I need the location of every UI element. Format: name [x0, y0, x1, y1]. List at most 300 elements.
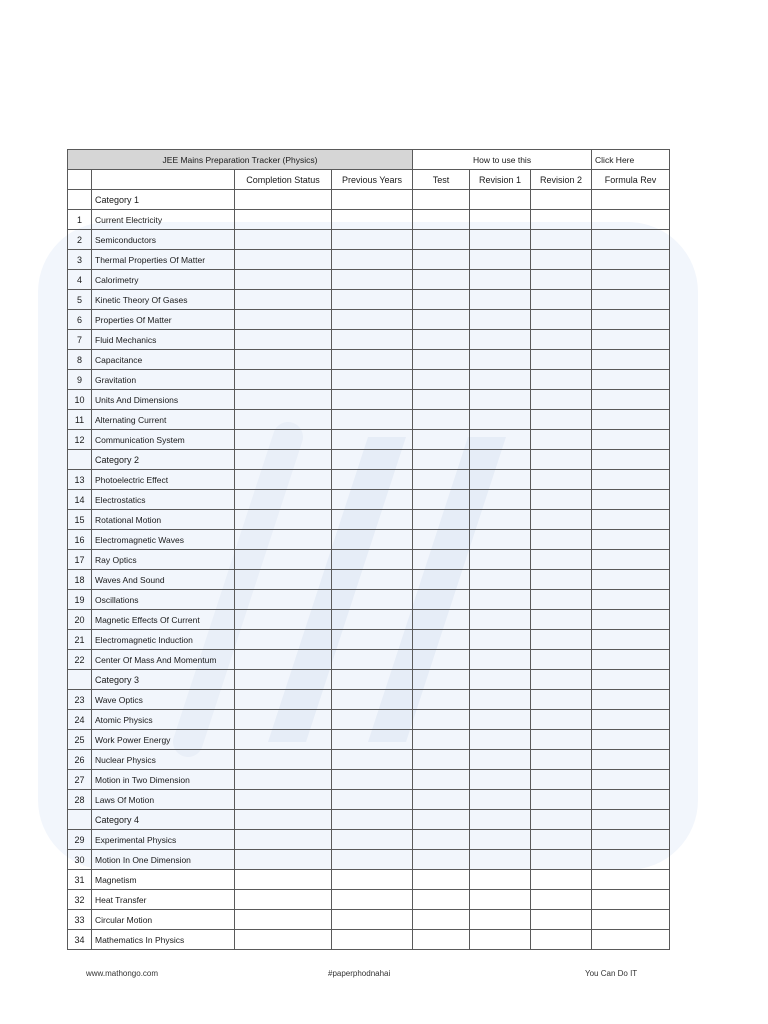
completion-status-cell[interactable] [235, 670, 332, 690]
previous-years-cell[interactable] [332, 470, 413, 490]
revision-1-cell[interactable] [470, 730, 531, 750]
revision-1-cell[interactable] [470, 450, 531, 470]
revision-1-cell[interactable] [470, 370, 531, 390]
revision-2-cell[interactable] [531, 730, 592, 750]
test-cell[interactable] [413, 730, 470, 750]
completion-status-cell[interactable] [235, 810, 332, 830]
topic-row [68, 430, 670, 450]
previous-years-cell[interactable] [332, 210, 413, 230]
previous-years-cell[interactable] [332, 430, 413, 450]
topic-row [68, 890, 670, 910]
completion-status-cell[interactable] [235, 770, 332, 790]
revision-1-cell[interactable] [470, 230, 531, 250]
row-number: 11 [68, 410, 92, 430]
category-label: Category 4 [92, 810, 235, 830]
revision-1-cell[interactable] [470, 710, 531, 730]
test-cell[interactable] [413, 570, 470, 590]
revision-1-cell[interactable] [470, 250, 531, 270]
test-cell[interactable] [413, 690, 470, 710]
completion-status-cell[interactable] [235, 690, 332, 710]
category-row [68, 190, 670, 210]
revision-1-cell[interactable] [470, 650, 531, 670]
formula-rev-cell[interactable] [592, 510, 670, 530]
test-cell[interactable] [413, 230, 470, 250]
completion-status-cell[interactable] [235, 610, 332, 630]
previous-years-cell[interactable] [332, 190, 413, 210]
previous-years-cell[interactable] [332, 490, 413, 510]
topic-label: Thermal Properties Of Matter [92, 250, 235, 270]
formula-rev-cell[interactable] [592, 690, 670, 710]
row-number: 3 [68, 250, 92, 270]
formula-rev-cell[interactable] [592, 850, 670, 870]
test-cell[interactable] [413, 250, 470, 270]
revision-1-cell[interactable] [470, 190, 531, 210]
completion-status-cell[interactable] [235, 310, 332, 330]
test-cell[interactable] [413, 210, 470, 230]
topic-label: Atomic Physics [92, 710, 235, 730]
preparation-tracker-table [67, 149, 670, 950]
completion-status-cell[interactable] [235, 390, 332, 410]
revision-1-cell[interactable] [470, 790, 531, 810]
previous-years-cell[interactable] [332, 730, 413, 750]
footer-website[interactable]: www.mathongo.com [86, 969, 159, 978]
revision-1-cell[interactable] [470, 670, 531, 690]
test-cell[interactable] [413, 550, 470, 570]
topic-label: Electromagnetic Waves [92, 530, 235, 550]
revision-2-cell[interactable] [531, 850, 592, 870]
revision-2-cell[interactable] [531, 290, 592, 310]
formula-rev-cell[interactable] [592, 930, 670, 950]
formula-rev-cell[interactable] [592, 250, 670, 270]
topic-row [68, 290, 670, 310]
revision-1-cell[interactable] [470, 530, 531, 550]
how-to-use-link[interactable]: How to use this [413, 150, 592, 170]
row-number: 21 [68, 630, 92, 650]
revision-2-cell[interactable] [531, 650, 592, 670]
revision-2-cell[interactable] [531, 770, 592, 790]
revision-2-cell[interactable] [531, 370, 592, 390]
blank-header-cell [92, 170, 235, 190]
formula-rev-cell[interactable] [592, 870, 670, 890]
completion-status-cell[interactable] [235, 570, 332, 590]
previous-years-cell[interactable] [332, 370, 413, 390]
formula-rev-cell[interactable] [592, 310, 670, 330]
test-cell[interactable] [413, 790, 470, 810]
completion-status-cell[interactable] [235, 750, 332, 770]
formula-rev-cell[interactable] [592, 330, 670, 350]
formula-rev-cell[interactable] [592, 190, 670, 210]
revision-2-cell[interactable] [531, 270, 592, 290]
topic-row [68, 930, 670, 950]
revision-1-cell[interactable] [470, 490, 531, 510]
tracker-body [68, 190, 670, 950]
revision-2-cell[interactable] [531, 470, 592, 490]
previous-years-cell[interactable] [332, 650, 413, 670]
row-number [68, 670, 92, 690]
formula-rev-cell[interactable] [592, 570, 670, 590]
revision-1-cell[interactable] [470, 470, 531, 490]
category-row [68, 670, 670, 690]
previous-years-cell[interactable] [332, 930, 413, 950]
topic-label: Circular Motion [92, 910, 235, 930]
test-cell[interactable] [413, 650, 470, 670]
revision-2-cell[interactable] [531, 310, 592, 330]
test-cell[interactable] [413, 190, 470, 210]
previous-years-cell[interactable] [332, 610, 413, 630]
topic-label: Magnetism [92, 870, 235, 890]
completion-status-cell[interactable] [235, 510, 332, 530]
revision-1-cell[interactable] [470, 610, 531, 630]
formula-rev-cell[interactable] [592, 810, 670, 830]
completion-status-cell[interactable] [235, 370, 332, 390]
test-cell[interactable] [413, 590, 470, 610]
previous-years-cell[interactable] [332, 690, 413, 710]
revision-1-cell[interactable] [470, 750, 531, 770]
previous-years-cell[interactable] [332, 710, 413, 730]
revision-2-cell[interactable] [531, 490, 592, 510]
previous-years-cell[interactable] [332, 750, 413, 770]
previous-years-cell[interactable] [332, 270, 413, 290]
topic-row [68, 210, 670, 230]
test-cell[interactable] [413, 370, 470, 390]
topic-label: Alternating Current [92, 410, 235, 430]
topic-row [68, 530, 670, 550]
completion-status-cell[interactable] [235, 730, 332, 750]
previous-years-cell[interactable] [332, 510, 413, 530]
row-number: 29 [68, 830, 92, 850]
previous-years-cell[interactable] [332, 410, 413, 430]
formula-rev-cell[interactable] [592, 530, 670, 550]
test-cell[interactable] [413, 470, 470, 490]
previous-years-cell[interactable] [332, 850, 413, 870]
previous-years-cell[interactable] [332, 870, 413, 890]
revision-2-cell[interactable] [531, 230, 592, 250]
completion-status-cell[interactable] [235, 910, 332, 930]
row-number: 12 [68, 430, 92, 450]
previous-years-cell[interactable] [332, 630, 413, 650]
topic-label: Ray Optics [92, 550, 235, 570]
revision-1-cell[interactable] [470, 330, 531, 350]
revision-1-cell[interactable] [470, 870, 531, 890]
test-cell[interactable] [413, 490, 470, 510]
formula-rev-cell[interactable] [592, 270, 670, 290]
revision-2-cell[interactable] [531, 330, 592, 350]
revision-2-cell[interactable] [531, 250, 592, 270]
formula-rev-cell[interactable] [592, 770, 670, 790]
topic-label: Waves And Sound [92, 570, 235, 590]
completion-status-cell[interactable] [235, 410, 332, 430]
previous-years-cell[interactable] [332, 550, 413, 570]
revision-2-cell[interactable] [531, 430, 592, 450]
revision-2-cell[interactable] [531, 790, 592, 810]
row-number: 9 [68, 370, 92, 390]
row-number [68, 450, 92, 470]
col-formula-rev: Formula Rev [592, 170, 670, 190]
test-cell[interactable] [413, 890, 470, 910]
revision-2-cell[interactable] [531, 870, 592, 890]
completion-status-cell[interactable] [235, 490, 332, 510]
category-label: Category 3 [92, 670, 235, 690]
revision-1-cell[interactable] [470, 690, 531, 710]
completion-status-cell[interactable] [235, 330, 332, 350]
revision-2-cell[interactable] [531, 350, 592, 370]
test-cell[interactable] [413, 310, 470, 330]
revision-1-cell[interactable] [470, 270, 531, 290]
topic-row [68, 650, 670, 670]
completion-status-cell[interactable] [235, 850, 332, 870]
completion-status-cell[interactable] [235, 890, 332, 910]
topic-row [68, 410, 670, 430]
formula-rev-cell[interactable] [592, 670, 670, 690]
previous-years-cell[interactable] [332, 250, 413, 270]
previous-years-cell[interactable] [332, 810, 413, 830]
revision-1-cell[interactable] [470, 310, 531, 330]
topic-label: Rotational Motion [92, 510, 235, 530]
revision-1-cell[interactable] [470, 550, 531, 570]
test-cell[interactable] [413, 930, 470, 950]
formula-rev-cell[interactable] [592, 890, 670, 910]
completion-status-cell[interactable] [235, 790, 332, 810]
row-number: 13 [68, 470, 92, 490]
completion-status-cell[interactable] [235, 630, 332, 650]
revision-2-cell[interactable] [531, 810, 592, 830]
topic-row [68, 750, 670, 770]
topic-label: Mathematics In Physics [92, 930, 235, 950]
test-cell[interactable] [413, 910, 470, 930]
revision-2-cell[interactable] [531, 390, 592, 410]
revision-1-cell[interactable] [470, 770, 531, 790]
row-number: 17 [68, 550, 92, 570]
formula-rev-cell[interactable] [592, 610, 670, 630]
footer-hashtag: #paperphodnahai [328, 969, 391, 978]
completion-status-cell[interactable] [235, 270, 332, 290]
topic-row [68, 630, 670, 650]
test-cell[interactable] [413, 530, 470, 550]
previous-years-cell[interactable] [332, 290, 413, 310]
previous-years-cell[interactable] [332, 390, 413, 410]
topic-label: Photoelectric Effect [92, 470, 235, 490]
formula-rev-cell[interactable] [592, 370, 670, 390]
revision-1-cell[interactable] [470, 930, 531, 950]
row-number: 32 [68, 890, 92, 910]
topic-label: Electromagnetic Induction [92, 630, 235, 650]
revision-2-cell[interactable] [531, 890, 592, 910]
topic-row [68, 390, 670, 410]
row-number: 2 [68, 230, 92, 250]
test-cell[interactable] [413, 350, 470, 370]
test-cell[interactable] [413, 270, 470, 290]
formula-rev-cell[interactable] [592, 450, 670, 470]
previous-years-cell[interactable] [332, 790, 413, 810]
topic-label: Work Power Energy [92, 730, 235, 750]
formula-rev-cell[interactable] [592, 590, 670, 610]
category-label: Category 1 [92, 190, 235, 210]
formula-rev-cell[interactable] [592, 730, 670, 750]
revision-2-cell[interactable] [531, 570, 592, 590]
test-cell[interactable] [413, 670, 470, 690]
revision-1-cell[interactable] [470, 210, 531, 230]
completion-status-cell[interactable] [235, 450, 332, 470]
test-cell[interactable] [413, 830, 470, 850]
previous-years-cell[interactable] [332, 230, 413, 250]
completion-status-cell[interactable] [235, 830, 332, 850]
formula-rev-cell[interactable] [592, 290, 670, 310]
revision-1-cell[interactable] [470, 850, 531, 870]
previous-years-cell[interactable] [332, 310, 413, 330]
formula-rev-cell[interactable] [592, 710, 670, 730]
formula-rev-cell[interactable] [592, 910, 670, 930]
completion-status-cell[interactable] [235, 870, 332, 890]
completion-status-cell[interactable] [235, 250, 332, 270]
test-cell[interactable] [413, 390, 470, 410]
test-cell[interactable] [413, 710, 470, 730]
revision-1-cell[interactable] [470, 410, 531, 430]
col-test: Test [413, 170, 470, 190]
title-row [68, 150, 670, 170]
revision-1-cell[interactable] [470, 890, 531, 910]
formula-rev-cell[interactable] [592, 550, 670, 570]
revision-1-cell[interactable] [470, 430, 531, 450]
test-cell[interactable] [413, 450, 470, 470]
revision-1-cell[interactable] [470, 390, 531, 410]
topic-row [68, 690, 670, 710]
revision-2-cell[interactable] [531, 190, 592, 210]
test-cell[interactable] [413, 850, 470, 870]
topic-row [68, 270, 670, 290]
topic-row [68, 510, 670, 530]
category-row [68, 810, 670, 830]
formula-rev-cell[interactable] [592, 490, 670, 510]
revision-1-cell[interactable] [470, 350, 531, 370]
row-number: 34 [68, 930, 92, 950]
revision-2-cell[interactable] [531, 910, 592, 930]
previous-years-cell[interactable] [332, 330, 413, 350]
formula-rev-cell[interactable] [592, 750, 670, 770]
formula-rev-cell[interactable] [592, 830, 670, 850]
previous-years-cell[interactable] [332, 830, 413, 850]
formula-rev-cell[interactable] [592, 790, 670, 810]
click-here-link[interactable]: Click Here [592, 150, 670, 170]
previous-years-cell[interactable] [332, 670, 413, 690]
revision-1-cell[interactable] [470, 590, 531, 610]
topic-row [68, 230, 670, 250]
revision-1-cell[interactable] [470, 630, 531, 650]
topic-label: Kinetic Theory Of Gases [92, 290, 235, 310]
test-cell[interactable] [413, 410, 470, 430]
revision-2-cell[interactable] [531, 670, 592, 690]
completion-status-cell[interactable] [235, 530, 332, 550]
revision-2-cell[interactable] [531, 550, 592, 570]
test-cell[interactable] [413, 610, 470, 630]
revision-1-cell[interactable] [470, 290, 531, 310]
revision-2-cell[interactable] [531, 690, 592, 710]
previous-years-cell[interactable] [332, 890, 413, 910]
topic-row [68, 830, 670, 850]
formula-rev-cell[interactable] [592, 230, 670, 250]
revision-2-cell[interactable] [531, 830, 592, 850]
revision-1-cell[interactable] [470, 810, 531, 830]
previous-years-cell[interactable] [332, 770, 413, 790]
previous-years-cell[interactable] [332, 590, 413, 610]
revision-2-cell[interactable] [531, 210, 592, 230]
revision-1-cell[interactable] [470, 510, 531, 530]
test-cell[interactable] [413, 870, 470, 890]
topic-label: Experimental Physics [92, 830, 235, 850]
completion-status-cell[interactable] [235, 470, 332, 490]
previous-years-cell[interactable] [332, 530, 413, 550]
previous-years-cell[interactable] [332, 910, 413, 930]
completion-status-cell[interactable] [235, 230, 332, 250]
category-label: Category 2 [92, 450, 235, 470]
revision-2-cell[interactable] [531, 530, 592, 550]
topic-row [68, 590, 670, 610]
test-cell[interactable] [413, 810, 470, 830]
revision-1-cell[interactable] [470, 570, 531, 590]
revision-2-cell[interactable] [531, 930, 592, 950]
formula-rev-cell[interactable] [592, 430, 670, 450]
topic-label: Wave Optics [92, 690, 235, 710]
previous-years-cell[interactable] [332, 450, 413, 470]
test-cell[interactable] [413, 430, 470, 450]
row-number: 14 [68, 490, 92, 510]
topic-row [68, 470, 670, 490]
revision-2-cell[interactable] [531, 410, 592, 430]
formula-rev-cell[interactable] [592, 470, 670, 490]
formula-rev-cell[interactable] [592, 410, 670, 430]
revision-2-cell[interactable] [531, 510, 592, 530]
formula-rev-cell[interactable] [592, 390, 670, 410]
formula-rev-cell[interactable] [592, 210, 670, 230]
test-cell[interactable] [413, 290, 470, 310]
revision-2-cell[interactable] [531, 610, 592, 630]
formula-rev-cell[interactable] [592, 650, 670, 670]
completion-status-cell[interactable] [235, 210, 332, 230]
completion-status-cell[interactable] [235, 710, 332, 730]
test-cell[interactable] [413, 630, 470, 650]
formula-rev-cell[interactable] [592, 350, 670, 370]
revision-1-cell[interactable] [470, 830, 531, 850]
completion-status-cell[interactable] [235, 430, 332, 450]
column-header-row [68, 170, 670, 190]
revision-2-cell[interactable] [531, 590, 592, 610]
revision-1-cell[interactable] [470, 910, 531, 930]
test-cell[interactable] [413, 330, 470, 350]
topic-row [68, 910, 670, 930]
revision-2-cell[interactable] [531, 450, 592, 470]
formula-rev-cell[interactable] [592, 630, 670, 650]
test-cell[interactable] [413, 770, 470, 790]
completion-status-cell[interactable] [235, 590, 332, 610]
previous-years-cell[interactable] [332, 350, 413, 370]
completion-status-cell[interactable] [235, 350, 332, 370]
revision-2-cell[interactable] [531, 750, 592, 770]
previous-years-cell[interactable] [332, 570, 413, 590]
completion-status-cell[interactable] [235, 190, 332, 210]
completion-status-cell[interactable] [235, 930, 332, 950]
completion-status-cell[interactable] [235, 290, 332, 310]
col-revision-1: Revision 1 [470, 170, 531, 190]
topic-label: Properties Of Matter [92, 310, 235, 330]
test-cell[interactable] [413, 510, 470, 530]
revision-2-cell[interactable] [531, 710, 592, 730]
test-cell[interactable] [413, 750, 470, 770]
row-number: 1 [68, 210, 92, 230]
revision-2-cell[interactable] [531, 630, 592, 650]
completion-status-cell[interactable] [235, 550, 332, 570]
footer-motto: You Can Do IT [585, 969, 638, 978]
topic-row [68, 490, 670, 510]
completion-status-cell[interactable] [235, 650, 332, 670]
